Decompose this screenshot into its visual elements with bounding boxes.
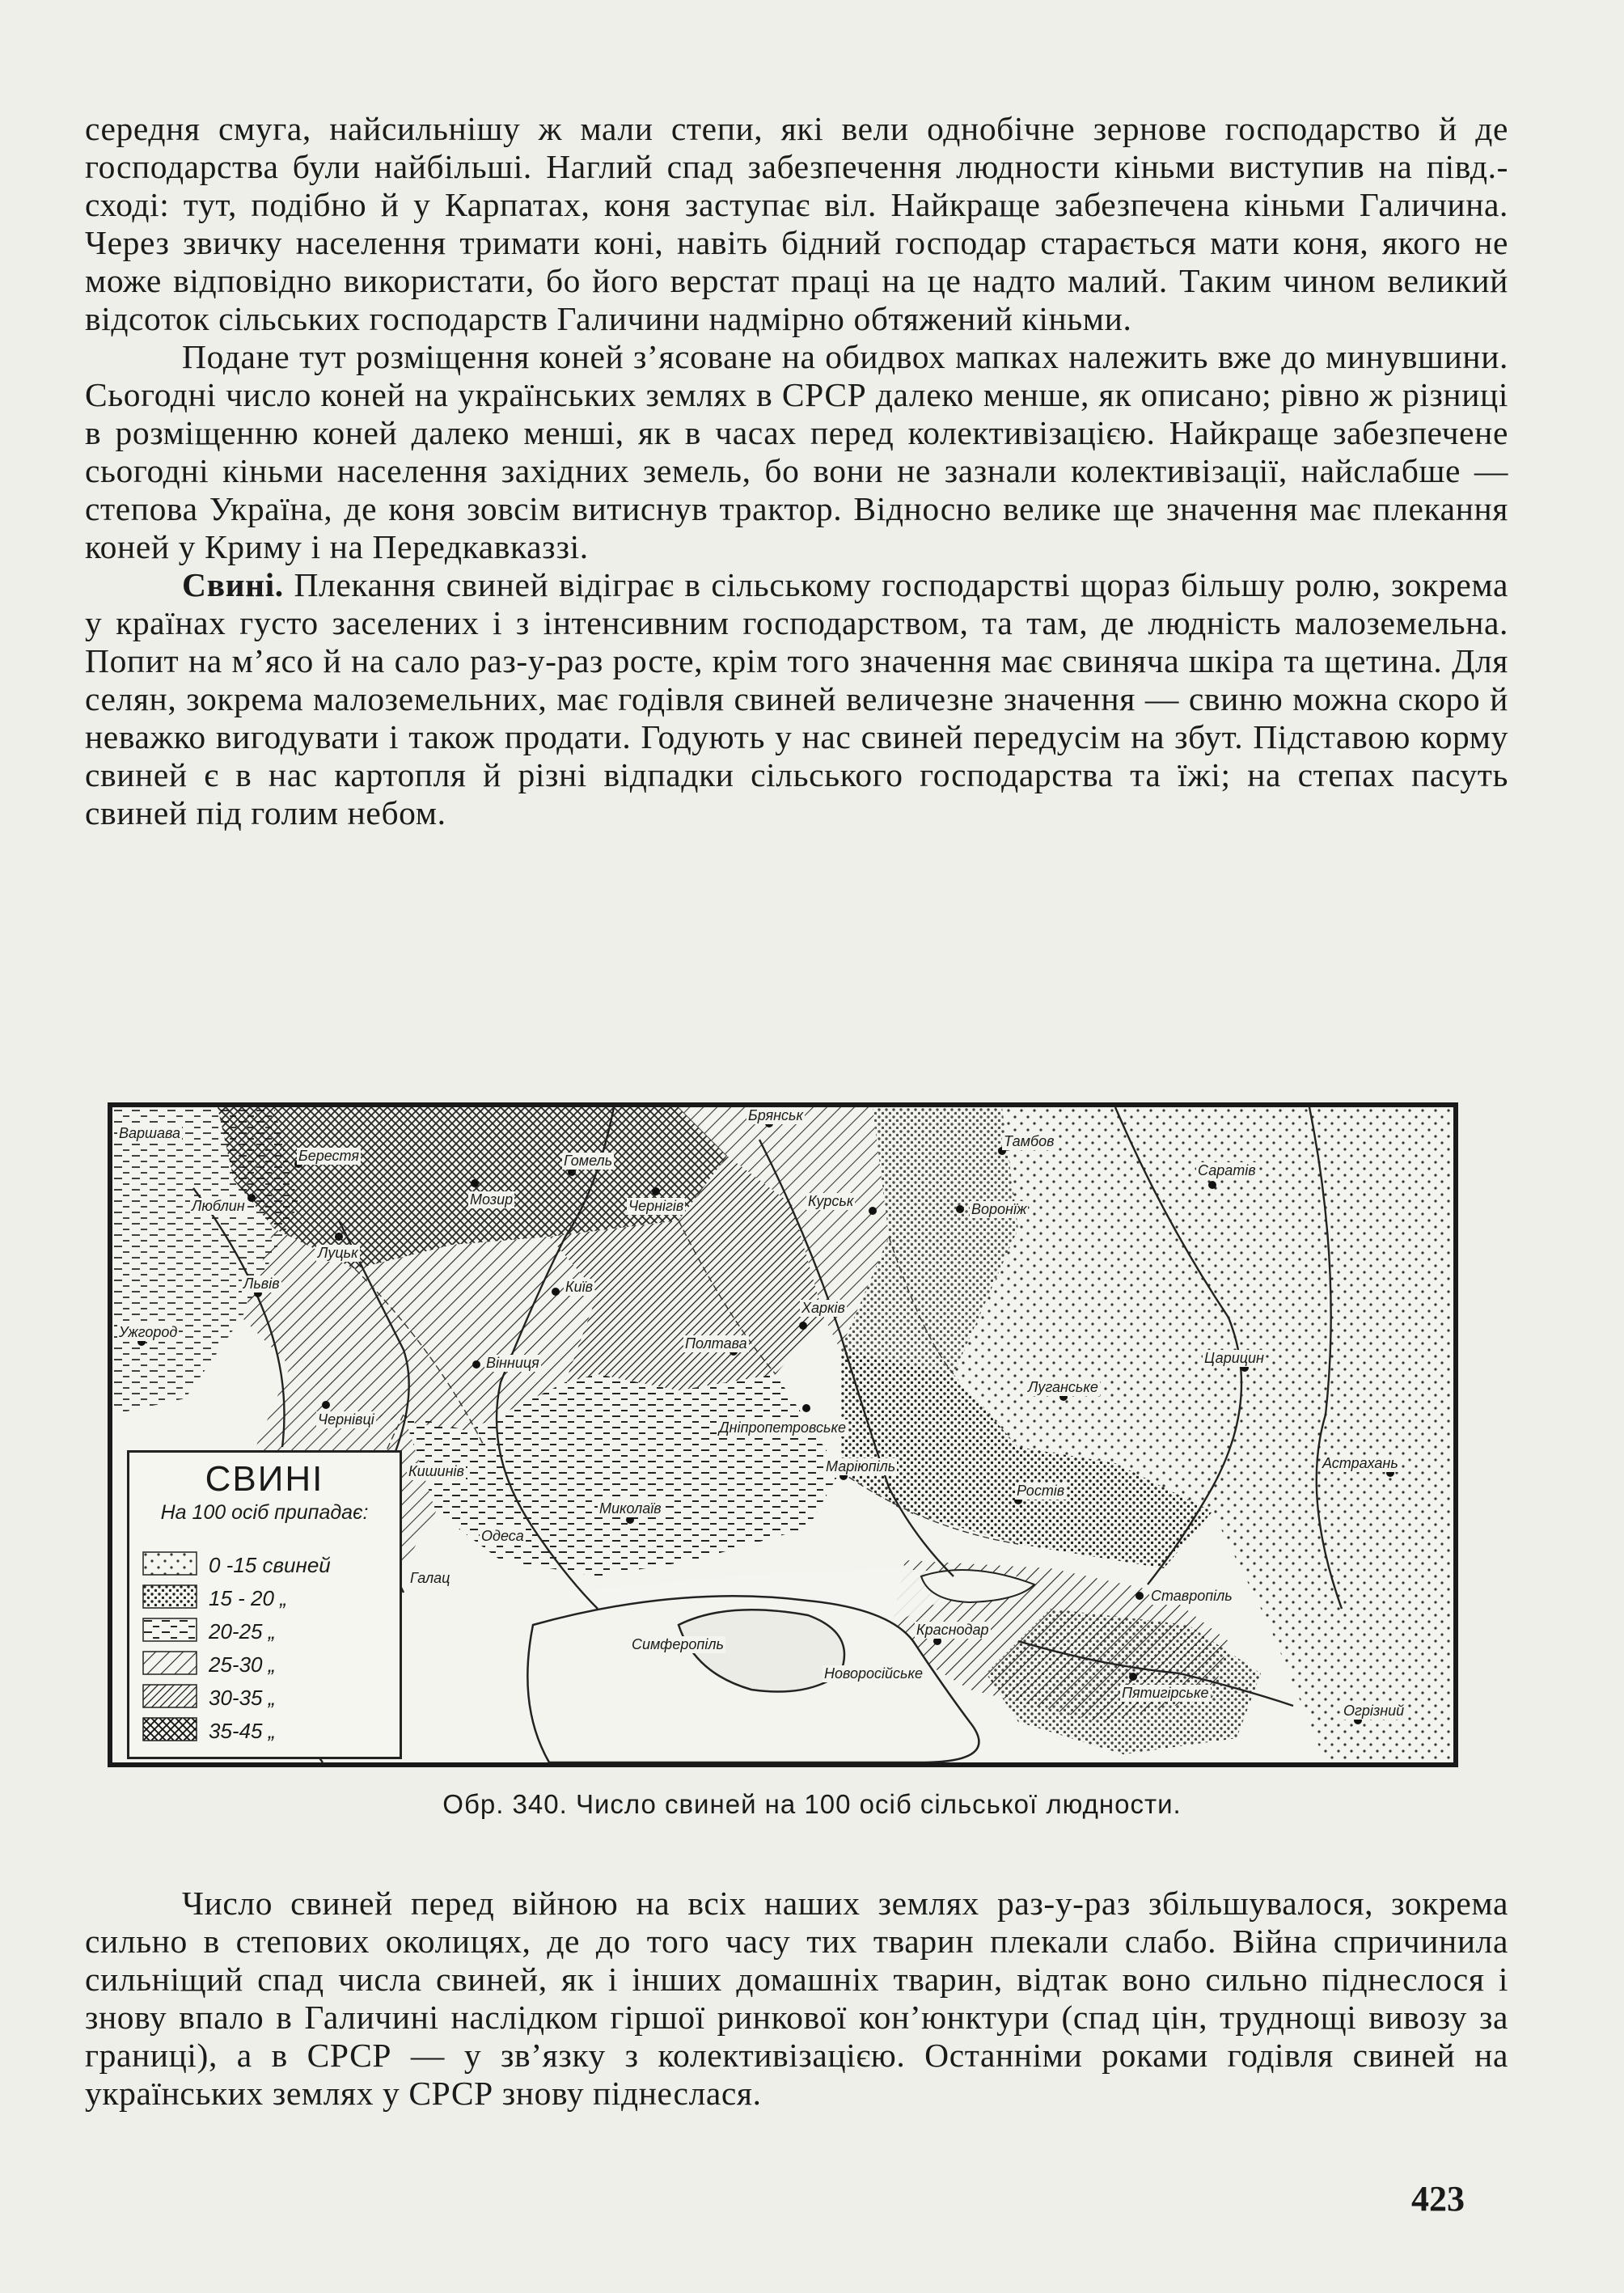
legend-title: СВИНІ: [205, 1459, 324, 1499]
city-label: Луганське: [1028, 1379, 1098, 1395]
paragraph: Число свиней перед війною на всіх наших землях раз-у-раз збільшувалося, зокрема сильно в степових околицях, де до того часу тих тварин плекали слабо. Війна спричинила сильніщий спад числа свиней, як і інших домашніх тварин, відтак воно сильно піднеслося і знову впало в Галичині наслідком гіршої ринкової кон’юнктури (спад цін, труднощі вивозу за границі), а в СРСР — у зв’язку з колективізацією. Останніми роками годівля свиней на українських землях у СРСР знову піднеслася.: [85, 1885, 1508, 2112]
legend-subtitle: На 100 осіб припадає:: [160, 1501, 369, 1524]
city-label: Чернігів: [628, 1198, 684, 1214]
city-label: Брянськ: [748, 1107, 804, 1123]
city-label: Ростів: [1017, 1483, 1065, 1499]
legend-label: 35-45 „: [209, 1719, 276, 1743]
city-label: Київ: [565, 1279, 594, 1295]
text-block-top: [85, 110, 1508, 832]
legend-label: 20-25 „: [209, 1619, 276, 1644]
pig-density-map: [108, 1102, 1458, 1767]
city-label: Новоросійське: [824, 1665, 924, 1682]
legend-row: [142, 1584, 401, 1612]
paragraph: Подане тут розміщення коней з’ясоване на обидвох мапках належить вже до минувшини. Сьогодні число коней на українських землях в СРСР далеко менше, як описано; рівно ж різниці в розміщенню коней далеко менші, як в часах перед колективізацією. Найкраще забезпечене сьогодні кіньми населення західних земель, бо вони не зазнали колективізації, найслабше — степова Україна, де коня зовсім витиснув трактор. Відносно велике ще значення має плекання коней у Криму і на Передкавказзі.: [85, 338, 1508, 565]
city-label: Мозир: [470, 1191, 514, 1208]
city-label: Астрахань: [1322, 1455, 1398, 1471]
legend-row: [142, 1618, 401, 1645]
legend-label: 0 -15 свиней: [209, 1553, 331, 1577]
legend-label: 25-30 „: [209, 1652, 276, 1677]
figure-caption: Обр. 340. Число свиней на 100 осіб сільської людности.: [442, 1789, 1182, 1819]
legend-swatch: [142, 1717, 199, 1741]
text-block-bottom: [85, 1885, 1508, 2113]
paragraph-text: Плекання свиней відіграє в сільському господарстві щораз більшу ролю, зокрема у країнах густо заселених і з інтенсивним господарством, та там, де людність малоземельна. Попит на м’ясо й на сало раз-у-раз росте, крім того значення має свиняча шкіра та щетина. Для селян, зокрема малоземельних, має годівля свиней величезне значення — свиню можна скоро й неважко вигодувати і також продати. Годують у нас свиней передусім на збут. Підставою корму свиней є в нас картопля й різні відпадки сільського господарства та їжі; на степах пасуть свиней під голим небом.: [85, 566, 1508, 831]
legend-label: 30-35 „: [209, 1686, 276, 1710]
city-label: Огрізний: [1343, 1703, 1405, 1719]
city-label: Воронїж: [971, 1201, 1027, 1217]
city-label: Луцьк: [318, 1245, 358, 1261]
legend-swatch: [142, 1651, 199, 1675]
city-label: Пятигірське: [1122, 1685, 1209, 1701]
city-label: Берестя: [298, 1148, 359, 1164]
page-number: 423: [1411, 2179, 1465, 2219]
city-label: Гомель: [564, 1153, 613, 1169]
city-label: Дніпропетровське: [719, 1419, 847, 1436]
legend-row: [142, 1684, 401, 1711]
city-label: Ужгород: [119, 1324, 178, 1340]
legend-row: [142, 1651, 401, 1678]
city-label: Галац: [410, 1570, 450, 1586]
city-label: Вінниця: [486, 1355, 539, 1371]
city-label: Полтава: [685, 1335, 747, 1352]
legend-label: 15 - 20 „: [209, 1586, 287, 1610]
map-legend: [127, 1450, 402, 1759]
city-label: Львів: [243, 1276, 280, 1292]
legend-row: [142, 1551, 401, 1579]
city-label: Маріюпіль: [826, 1458, 896, 1474]
legend-row: [142, 1717, 401, 1745]
city-label: Чернівці: [318, 1411, 374, 1428]
city-label: Краснодар: [916, 1622, 989, 1638]
city-label: Миколаїв: [599, 1500, 662, 1517]
city-label: Варшава: [119, 1125, 180, 1141]
city-label: Люблин: [192, 1198, 245, 1214]
city-label: Одеса: [481, 1528, 524, 1544]
city-label: Симферопіль: [632, 1636, 724, 1652]
city-label: Кишинів: [408, 1463, 464, 1479]
city-label: Тамбов: [1004, 1133, 1055, 1149]
section-lead: Свині.: [182, 566, 284, 603]
city-label: Курськ: [808, 1193, 854, 1209]
legend-swatch: [142, 1584, 199, 1609]
city-label: Харків: [801, 1300, 845, 1316]
legend-swatch: [142, 1618, 199, 1642]
city-label: Ставропіль: [1151, 1588, 1233, 1604]
city-label: Саратів: [1198, 1162, 1256, 1178]
city-label: Царицин: [1204, 1350, 1264, 1366]
legend-swatch: [142, 1684, 199, 1708]
legend-swatch: [142, 1551, 199, 1576]
paragraph: середня смуга, найсильнішу ж мали степи, які вели однобічне зернове господарство й де господарства були найбільші. Наглий спад забезпечення людности кіньми виступив на півд.-сході: тут, подібно й у Карпатах, коня заступає віл. Найкраще забезпечена кіньми Галичина. Через звичку населення тримати коні, навіть бідний господар старається мати коня, якого не може відповідно використати, бо його верстат праці на це надто малий. Таким чином великий відсоток сільських господарств Галичини надмірно обтяжений кіньми.: [85, 110, 1508, 337]
paragraph: [85, 566, 1508, 832]
